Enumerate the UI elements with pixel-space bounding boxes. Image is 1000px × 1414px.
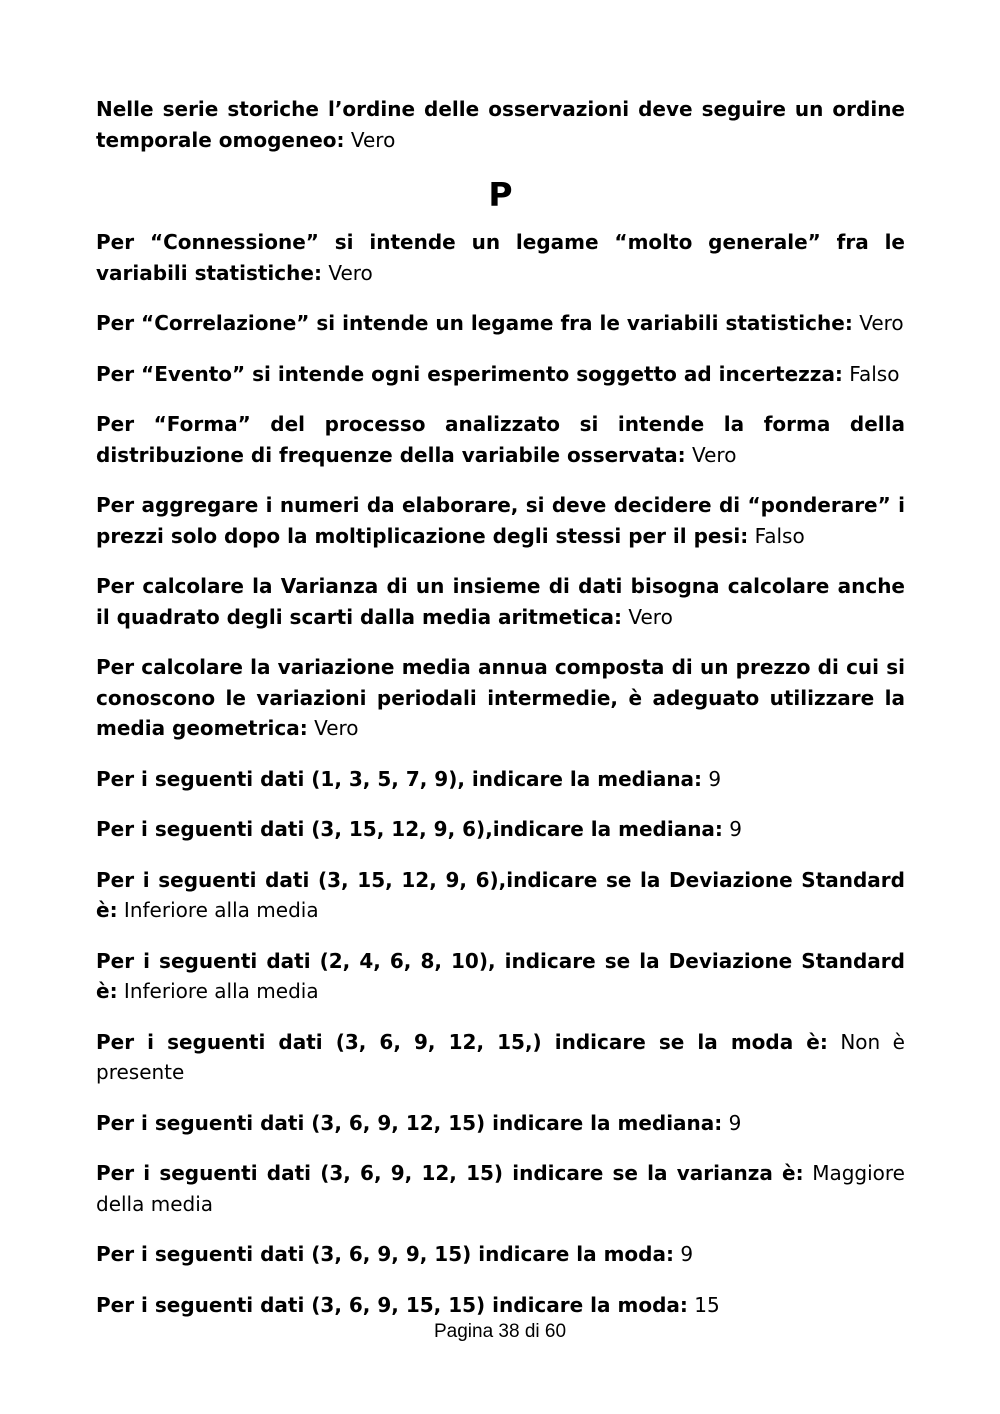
qa-entry [96, 946, 905, 1007]
question-text: Per i seguenti dati (3, 6, 9, 9, 15) indicare la moda: [96, 1242, 674, 1266]
qa-entry [96, 1158, 905, 1219]
page-footer: Pagina 38 di 60 [433, 1321, 567, 1342]
qa-entry [96, 652, 905, 744]
question-text: Per calcolare la Varianza di un insieme di dati bisogna calcolare anche il quadrato degli scarti dalla media aritmetica: [96, 574, 905, 629]
question-text: Per i seguenti dati (3, 6, 9, 12, 15,) indicare se la moda è: [96, 1029, 828, 1054]
qa-entry [96, 308, 905, 339]
question-text: Per aggregare i numeri da elaborare, si deve decidere di “ponderare” i prezzi solo dopo la moltiplicazione degli stessi per il pesi: [96, 493, 905, 548]
question-text: Per i seguenti dati (3, 15, 12, 9, 6),indicare la mediana: [96, 817, 723, 841]
answer-text: Vero [350, 127, 396, 152]
question-text: Per i seguenti dati (1, 3, 5, 7, 9), indicare la mediana: [96, 766, 703, 791]
qa-entry [96, 865, 905, 926]
qa-entry [96, 359, 905, 390]
question-text: Per “Correlazione” si intende un legame fra le variabili statistiche: [96, 311, 853, 335]
entries-list [96, 227, 905, 1320]
qa-entry [96, 1108, 905, 1139]
answer-text: 9 [680, 1242, 694, 1266]
qa-entry [96, 1290, 905, 1321]
qa-entry [96, 1027, 905, 1088]
answer-text: Vero [859, 311, 904, 335]
question-text: Per i seguenti dati (3, 6, 9, 12, 15) indicare la mediana: [96, 1110, 723, 1135]
answer-text: Maggiore della media [96, 1161, 905, 1216]
question-text: Per calcolare la variazione media annua composta di un prezzo di cui si conoscono le variazioni periodali intermedie, è adeguato utilizzare la media geometrica: [96, 655, 905, 740]
qa-entry [96, 814, 905, 845]
answer-text: Vero [691, 442, 737, 467]
question-text: Per “Connessione” si intende un legame “molto generale” fra le variabili statistiche: [96, 230, 905, 285]
question-text: Per i seguenti dati (3, 15, 12, 9, 6),indicare se la Deviazione Standard è: [96, 867, 905, 922]
qa-entry [96, 764, 905, 795]
answer-text: 15 [694, 1292, 720, 1317]
answer-text: Falso [849, 361, 900, 386]
answer-text: Non è presente [96, 1029, 905, 1084]
answer-text: Vero [314, 716, 359, 740]
qa-entry [96, 490, 905, 551]
page-content [96, 94, 905, 1340]
section-letter-heading: P [488, 175, 513, 214]
answer-text: 9 [728, 1110, 742, 1135]
answer-text: 9 [708, 766, 722, 791]
question-text: Per i seguenti dati (3, 6, 9, 12, 15) indicare se la varianza è: [96, 1161, 804, 1185]
answer-text: Vero [628, 604, 673, 629]
qa-entry [96, 571, 905, 632]
answer-text: 9 [729, 817, 743, 841]
question-text: Per i seguenti dati (3, 6, 9, 15, 15) indicare la moda: [96, 1292, 688, 1317]
qa-entry [96, 94, 905, 155]
qa-entry [96, 409, 905, 470]
answer-text: Inferiore alla media [123, 979, 319, 1003]
answer-text: Vero [328, 260, 373, 285]
question-text: Per “Evento” si intende ogni esperimento soggetto ad incertezza: [96, 361, 843, 386]
qa-entry [96, 227, 905, 288]
answer-text: Falso [754, 523, 805, 548]
question-text: Nelle serie storiche l’ordine delle osservazioni deve seguire un ordine temporale omogeneo: [96, 97, 905, 152]
answer-text: Inferiore alla media [123, 898, 319, 922]
qa-entry [96, 1239, 905, 1270]
question-text: Per “Forma” del processo analizzato si intende la forma della distribuzione di frequenze della variabile osservata: [96, 412, 905, 467]
question-text: Per i seguenti dati (2, 4, 6, 8, 10), indicare se la Deviazione Standard è: [96, 948, 905, 1003]
